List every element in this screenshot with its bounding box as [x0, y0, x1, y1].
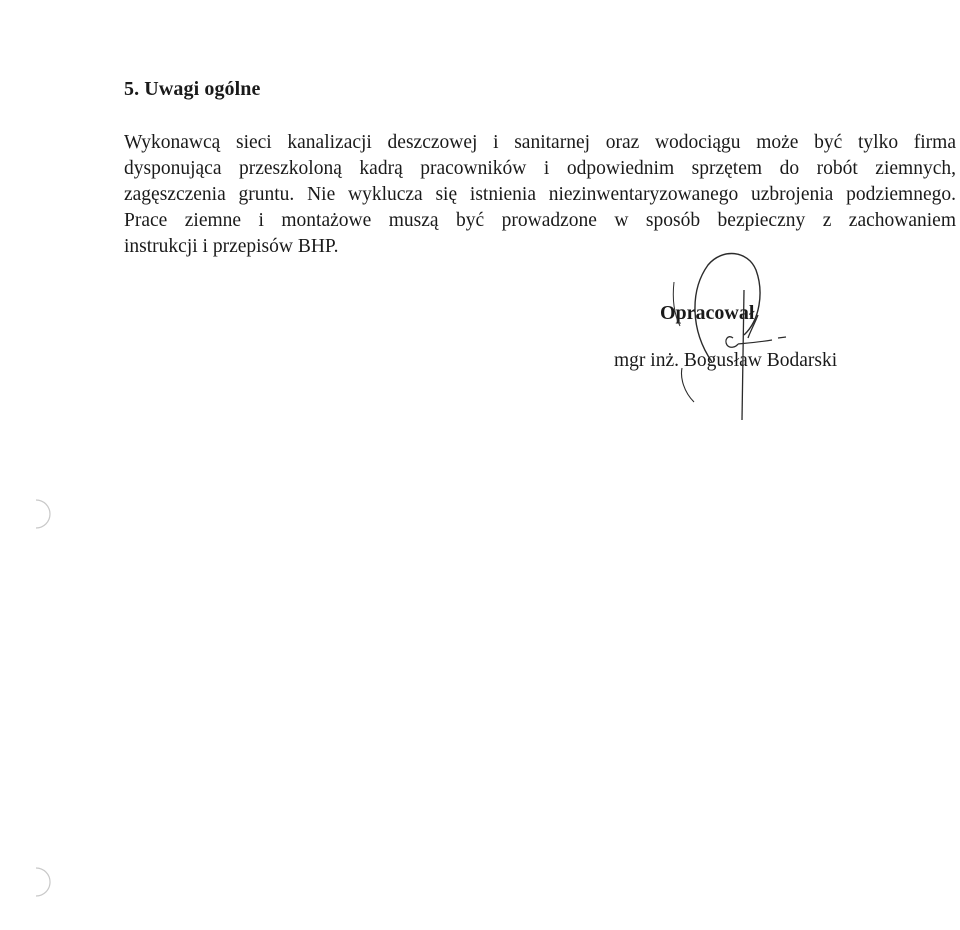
paragraph-line-2: dysponująca przeszkoloną kadrą pracowników i odpowiednim sprzętem do robót ziemnych,: [124, 158, 956, 179]
paragraph-line-4: Prace ziemne i montażowe muszą być prowadzone w sposób bezpieczny z zachowaniem: [124, 210, 956, 231]
section-heading: 5. Uwagi ogólne: [124, 78, 261, 100]
signature-author: mgr inż. Bogusław Bodarski: [614, 350, 838, 371]
paragraph-line-1: Wykonawcą sieci kanalizacji deszczowej i sanitarnej oraz wodociągu może być tylko firma: [124, 132, 956, 153]
paragraph-line-3: zagęszczenia gruntu. Nie wyklucza się istnienia niezinwentaryzowanego uzbrojenia podziemnego.: [124, 184, 956, 205]
signature-title: Opracował: [660, 302, 755, 324]
paragraph-line-5: instrukcji i przepisów BHP.: [124, 236, 339, 257]
